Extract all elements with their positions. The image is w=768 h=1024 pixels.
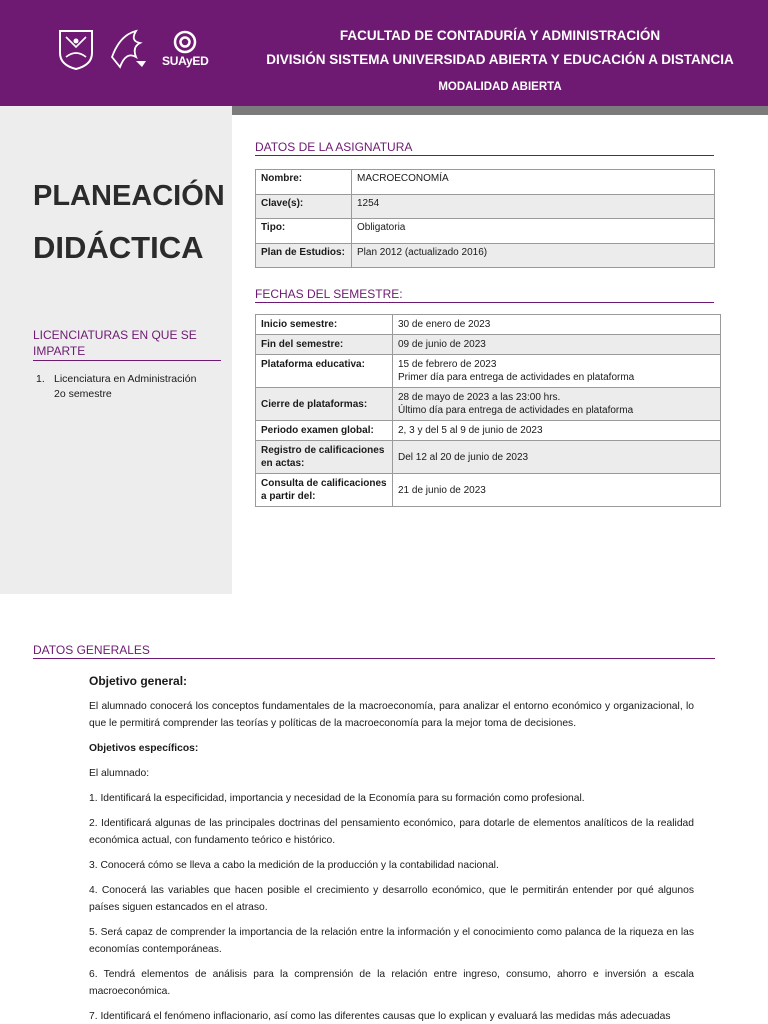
objetivo-item: 4. Conocerá las variables que hacen posible el crecimiento y desarrollo económico, que le permitirán entender por qué algunos países siguen estancados en el atraso. (89, 885, 694, 913)
logo-group (56, 24, 208, 74)
fca-eagle-icon (106, 27, 152, 71)
cell-value-date: 28 de mayo de 2023 a las 23:00 hrs. (398, 392, 561, 403)
licenciaturas-heading: LICENCIATURAS EN QUE SE IMPARTE (33, 327, 221, 361)
header-accent-bar (232, 106, 768, 115)
alumnado-label: El alumnado: (89, 768, 150, 779)
cell-value-date: 15 de febrero de 2023 (398, 359, 497, 370)
cell-label: Plataforma educativa: (256, 355, 393, 388)
table-row (256, 315, 721, 335)
page-title-line2: DIDÁCTICA (33, 230, 204, 265)
modality-title: MODALIDAD ABIERTA (438, 81, 562, 93)
cell-value: Obligatoria (352, 219, 715, 244)
objetivos-especificos-title: Objetivos específicos: (89, 743, 199, 754)
objetivo-item: 2. Identificará algunas de las principales doctrinas del pensamiento económico, para dotarle de elementos analíticos de la realidad económica actual, con fundamento teórico e histórico. (89, 818, 694, 846)
objetivo-item: 1. Identificará la especificidad, importancia y necesidad de la Economía para su formación como profesional. (89, 793, 585, 804)
cell-label: Periodo examen global: (256, 421, 393, 441)
table-row (256, 243, 715, 268)
cell-label: Plan de Estudios: (256, 243, 352, 268)
table-row (256, 335, 721, 355)
objetivo-general-text: El alumnado conocerá los conceptos fundamentales de la macroeconomía, para analizar el entorno económico y organizacional, lo que le permitirá comprender las teorías y políticas de la macroeconomía para la mejor toma de decisiones. (89, 701, 694, 729)
cell-label: Clave(s): (256, 194, 352, 219)
table-row (256, 441, 721, 474)
cell-label: Inicio semestre: (256, 315, 393, 335)
cell-value (393, 388, 721, 421)
table-row (256, 355, 721, 388)
fechas-heading: FECHAS DEL SEMESTRE: (255, 287, 714, 303)
cell-value: Plan 2012 (actualizado 2016) (352, 243, 715, 268)
unam-shield-icon (56, 27, 96, 71)
table-row (256, 474, 721, 507)
page-title-line1: PLANEACIÓN (33, 180, 225, 212)
cell-value-note: Primer día para entrega de actividades en plataforma (398, 372, 635, 383)
suayed-logo (162, 30, 208, 68)
table-row (256, 219, 715, 244)
table-row (256, 194, 715, 219)
cell-label: Cierre de plataformas: (256, 388, 393, 421)
division-title: DIVISIÓN SISTEMA UNIVERSIDAD ABIERTA Y EDUCACIÓN A DISTANCIA (266, 52, 734, 67)
asignatura-table (255, 169, 715, 268)
table-row (256, 421, 721, 441)
objetivo-item: 3. Conocerá cómo se lleva a cabo la medición de la producción y la contabilidad nacional. (89, 860, 499, 871)
list-item-semester: 2o semestre (54, 388, 112, 400)
cell-value-note: Último día para entrega de actividades en plataforma (398, 405, 634, 416)
cell-label: Fin del semestre: (256, 335, 393, 355)
list-item-degree: Licenciatura en Administración (54, 373, 197, 385)
generales-body (89, 673, 694, 1024)
objetivo-item: 6. Tendrá elementos de análisis para la comprensión de la relación entre ingreso, consumo, ahorro e inversión a escala macroeconómica. (89, 969, 694, 997)
licenciaturas-list (36, 372, 196, 402)
objetivo-item: 7. Identificará el fenómeno inflacionario, así como las diferentes causas que lo explican y evaluará las medidas más adecuadas (89, 1011, 671, 1022)
generales-heading: DATOS GENERALES (33, 643, 715, 659)
cell-value: Del 12 al 20 de junio de 2023 (393, 441, 721, 474)
objetivo-general-title: Objetivo general: (89, 674, 188, 688)
cell-value: MACROECONOMÍA (352, 170, 715, 195)
cell-value: 30 de enero de 2023 (393, 315, 721, 335)
cell-label: Registro de calificaciones en actas: (256, 441, 393, 474)
cell-label: Tipo: (256, 219, 352, 244)
cell-value: 1254 (352, 194, 715, 219)
list-item (36, 372, 196, 387)
table-row (256, 170, 715, 195)
cell-label: Consulta de calificaciones a partir del: (256, 474, 393, 507)
suayed-logo-text: SUAyED (162, 54, 209, 68)
cell-value: 09 de junio de 2023 (393, 335, 721, 355)
faculty-title: FACULTAD DE CONTADURÍA Y ADMINISTRACIÓN (339, 28, 661, 43)
fechas-table (255, 314, 721, 507)
cell-value: 2, 3 y del 5 al 9 de junio de 2023 (393, 421, 721, 441)
cell-value: 21 de junio de 2023 (393, 474, 721, 507)
cell-label: Nombre: (256, 170, 352, 195)
page-header (0, 0, 768, 106)
list-item-number: 1. (36, 373, 45, 385)
objetivo-item: 5. Será capaz de comprender la importancia de la relación entre la información y el conocimiento como palanca de la riqueza en las economías contemporáneas. (89, 927, 694, 955)
asignatura-heading: DATOS DE LA ASIGNATURA (255, 140, 714, 156)
cell-value (393, 355, 721, 388)
suayed-target-icon (172, 30, 198, 54)
table-row (256, 388, 721, 421)
